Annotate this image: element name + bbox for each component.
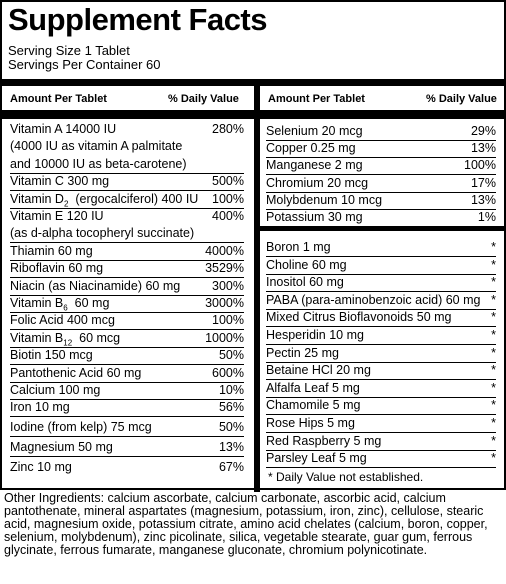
nutrient-daily-value: * xyxy=(491,433,496,448)
nutrient-row xyxy=(10,312,244,330)
nutrient-row xyxy=(10,365,244,383)
nutrient-name xyxy=(266,327,364,344)
nutrient-row xyxy=(10,121,244,138)
nutrient-name xyxy=(10,419,152,436)
nutrient-name-text: Potassium 30 mg xyxy=(266,210,363,224)
nutrient-name xyxy=(266,140,356,157)
nutrient-row xyxy=(10,382,244,400)
nutrient-name-text: Vitamin E 120 IU xyxy=(10,209,104,223)
nutrient-row xyxy=(266,157,496,175)
nutrient-name xyxy=(10,138,182,155)
nutrient-name-text: Calcium 100 mg xyxy=(10,383,101,397)
nutrient-name xyxy=(10,330,120,347)
nutrient-daily-value: 13% xyxy=(470,192,496,207)
nutrient-name-text: Molybdenum 10 mcg xyxy=(266,192,383,207)
nutrient-row xyxy=(266,257,496,275)
nutrient-name xyxy=(10,382,100,399)
nutrient-name xyxy=(10,365,141,382)
nutrient-name xyxy=(10,156,187,173)
nutrient-row xyxy=(266,209,496,226)
nutrient-row xyxy=(266,309,496,327)
nutrient-name-text: Choline 60 mg xyxy=(266,257,347,272)
nutrient-daily-value: 29% xyxy=(470,124,496,138)
nutrient-name-text: Folic Acid 400 mcg xyxy=(10,313,115,328)
nutrient-name-text: Mixed Citrus Bioflavonoids 50 mg xyxy=(266,310,452,325)
nutrient-name-text: Vitamin D xyxy=(10,191,64,206)
nutrient-name-text: Vitamin A 14000 IU xyxy=(10,122,117,136)
nutrient-name-text: Parsley Leaf 5 mg xyxy=(266,451,367,466)
nutrient-row xyxy=(266,292,496,310)
nutrient-row xyxy=(266,327,496,345)
nutrient-name-text: Inositol 60 mg xyxy=(266,275,344,290)
nutrient-daily-value: 3529% xyxy=(205,261,244,276)
nutrient-name xyxy=(266,397,360,414)
nutrient-daily-value: * xyxy=(491,416,496,430)
nutrient-subscript: 6 xyxy=(63,303,68,313)
nutrient-row xyxy=(10,208,244,225)
nutrient-row xyxy=(10,459,244,476)
nutrient-daily-value: 3000% xyxy=(205,296,244,310)
nutrient-daily-value: * xyxy=(491,451,496,466)
right-group-divider xyxy=(260,226,506,231)
nutrient-name xyxy=(266,257,347,274)
nutrient-row xyxy=(10,225,244,243)
nutrient-daily-value: 1000% xyxy=(205,330,244,345)
nutrient-name-text: Chamomile 5 mg xyxy=(266,398,361,413)
nutrient-daily-value: 600% xyxy=(212,365,244,380)
nutrient-name-text: Riboflavin 60 mg xyxy=(10,261,104,276)
footnote: * Daily Value not established. xyxy=(268,470,424,484)
nutrient-daily-value: 50% xyxy=(218,348,244,363)
nutrient-name xyxy=(266,415,355,432)
nutrient-daily-value: 280% xyxy=(212,122,244,136)
nutrient-row xyxy=(266,433,496,451)
nutrient-name-text: Magnesium 50 mg xyxy=(10,440,113,455)
nutrient-row xyxy=(266,362,496,380)
nutrient-daily-value: 10% xyxy=(218,383,244,397)
nutrient-row xyxy=(266,380,496,398)
nutrient-name xyxy=(266,175,368,192)
nutrient-row xyxy=(10,399,244,417)
nutrient-daily-value: * xyxy=(491,345,496,360)
nutrient-name xyxy=(266,309,452,326)
nutrient-name-text: Iodine (from kelp) 75 mcg xyxy=(10,420,152,435)
nutrient-name xyxy=(266,292,480,309)
nutrient-name xyxy=(10,260,103,277)
nutrient-row xyxy=(10,295,244,313)
nutrient-name-text: Chromium 20 mcg xyxy=(266,175,369,190)
header-thick-rule xyxy=(2,79,504,86)
nutrient-daily-value: * xyxy=(491,292,496,307)
nutrient-name xyxy=(10,312,115,329)
nutrient-name xyxy=(266,433,381,450)
nutrient-daily-value: * xyxy=(491,310,496,325)
nutrient-row xyxy=(266,450,496,468)
nutrient-name xyxy=(10,225,194,242)
nutrient-daily-value: * xyxy=(491,380,496,395)
servings-per-container: Servings Per Container 60 xyxy=(8,57,161,72)
nutrient-name-text: Pantothenic Acid 60 mg xyxy=(10,365,142,380)
nutrient-row xyxy=(10,260,244,278)
nutrient-name-text: PABA (para-aminobenzoic acid) 60 mg xyxy=(266,292,481,307)
nutrient-row xyxy=(10,278,244,296)
nutrient-row xyxy=(10,243,244,261)
nutrient-name xyxy=(10,459,72,476)
nutrient-row xyxy=(10,330,244,348)
other-ingredients: Other Ingredients: calcium ascorbate, calcium carbonate, ascorbic acid, calcium pantothenate, mineral aspartates (magnesium, potassium, iron, zinc), cellulose, stearic acid, magnesium oxide, potassium citrate, amino acid chelates (calcium, boron, copper, selenium, molybdenum), zinc picolinate, silica, vegetable stearate, guar gum, ferrous glycinate, ferrous fumarate, manganese gluconate, chromium polynicotinate. xyxy=(4,491,488,557)
nutrient-name-text: Manganese 2 mg xyxy=(266,158,363,173)
nutrient-daily-value: * xyxy=(491,363,496,378)
nutrient-name xyxy=(266,345,339,362)
nutrient-daily-value: 300% xyxy=(212,278,244,293)
left-header-bottom-rule xyxy=(2,110,254,119)
nutrient-name-text: Biotin 150 mcg xyxy=(10,348,93,363)
nutrient-name xyxy=(266,192,382,209)
nutrient-name-text: Alfalfa Leaf 5 mg xyxy=(266,380,360,395)
nutrient-subscript: 2 xyxy=(63,199,69,209)
nutrient-name-text: Copper 0.25 mg xyxy=(266,141,356,156)
nutrient-name-text: (4000 IU as vitamin A palmitate xyxy=(10,139,183,154)
nutrient-name-text: Rose Hips 5 mg xyxy=(266,416,355,430)
nutrient-daily-value: 67% xyxy=(218,460,244,475)
nutrient-daily-value: 400% xyxy=(212,209,244,223)
nutrient-name xyxy=(10,295,109,312)
nutrient-name xyxy=(10,399,70,416)
nutrient-name-text: Hesperidin 10 mg xyxy=(266,328,364,342)
nutrient-name-text: Zinc 10 mg xyxy=(10,460,72,475)
nutrient-name-text: Thiamin 60 mg xyxy=(10,243,93,258)
nutrient-row xyxy=(10,138,244,155)
nutrient-name xyxy=(10,347,93,364)
column-divider xyxy=(254,86,260,492)
nutrient-row xyxy=(10,419,244,437)
nutrient-row xyxy=(10,347,244,365)
nutrient-name-text-cont: 60 mg xyxy=(67,296,110,310)
nutrient-name-text: Vitamin B xyxy=(10,330,64,345)
nutrient-name xyxy=(266,362,371,379)
nutrient-name xyxy=(266,380,360,397)
nutrient-name-text: Selenium 20 mcg xyxy=(266,124,363,138)
nutrient-name xyxy=(10,278,180,295)
nutrient-row xyxy=(266,274,496,292)
nutrient-daily-value: 100% xyxy=(212,313,244,328)
nutrient-row xyxy=(266,123,496,141)
nutrient-name xyxy=(10,208,104,225)
nutrient-name xyxy=(266,123,363,140)
nutrient-row xyxy=(10,439,244,457)
nutrient-name xyxy=(10,121,116,138)
nutrient-row xyxy=(10,173,244,191)
right-header-bottom-rule xyxy=(260,110,506,119)
nutrient-row xyxy=(266,239,496,257)
nutrient-daily-value: 56% xyxy=(218,400,244,415)
nutrient-row xyxy=(266,192,496,210)
nutrient-name xyxy=(10,243,93,260)
nutrient-name-text: Vitamin C 300 mg xyxy=(10,174,110,189)
nutrient-name xyxy=(266,157,363,174)
nutrient-daily-value: 100% xyxy=(212,191,244,206)
serving-size: Serving Size 1 Tablet xyxy=(8,43,130,58)
nutrient-name xyxy=(10,191,198,208)
nutrient-row xyxy=(266,175,496,193)
nutrient-name-text-cont: 60 mcg xyxy=(72,330,121,345)
left-header-amount: Amount Per Tablet xyxy=(10,93,107,105)
nutrient-name-text: Betaine HCl 20 mg xyxy=(266,363,371,378)
nutrient-row xyxy=(266,345,496,363)
nutrient-name xyxy=(266,450,367,467)
right-header-dv: % Daily Value xyxy=(426,93,497,105)
nutrient-row xyxy=(10,191,244,209)
nutrient-name-text: and 10000 IU as beta-carotene) xyxy=(10,156,187,171)
nutrient-daily-value: * xyxy=(491,398,496,413)
nutrient-name-text-cont: (ergocalciferol) 400 IU xyxy=(68,191,199,206)
nutrient-name-text: (as d-alpha tocopheryl succinate) xyxy=(10,226,195,241)
nutrient-name xyxy=(10,173,109,190)
right-header-amount: Amount Per Tablet xyxy=(268,93,365,105)
nutrient-name-text: Pectin 25 mg xyxy=(266,345,339,360)
nutrient-daily-value: * xyxy=(491,328,496,342)
nutrient-name-text: Vitamin B xyxy=(10,296,64,310)
nutrient-name xyxy=(266,209,363,226)
nutrient-name-text: Boron 1 mg xyxy=(266,240,331,254)
nutrient-name xyxy=(266,274,344,291)
nutrient-daily-value: 13% xyxy=(470,141,496,156)
nutrient-daily-value: 4000% xyxy=(205,243,244,258)
nutrient-daily-value: * xyxy=(491,275,496,290)
nutrient-daily-value: 1% xyxy=(477,210,496,224)
nutrient-row xyxy=(266,140,496,158)
panel-title: Supplement Facts xyxy=(8,2,267,37)
nutrient-daily-value: * xyxy=(491,257,496,272)
nutrient-daily-value: 13% xyxy=(218,440,244,455)
nutrient-row xyxy=(10,156,244,174)
nutrient-name-text: Red Raspberry 5 mg xyxy=(266,433,382,448)
nutrient-daily-value: 50% xyxy=(218,420,244,435)
nutrient-daily-value: 17% xyxy=(470,175,496,190)
nutrient-row xyxy=(266,397,496,415)
nutrient-daily-value: 100% xyxy=(464,158,496,173)
nutrient-name-text: Iron 10 mg xyxy=(10,400,70,415)
nutrient-daily-value: 500% xyxy=(212,174,244,189)
nutrient-row xyxy=(266,415,496,433)
nutrient-name xyxy=(10,439,113,456)
nutrient-name-text: Niacin (as Niacinamide) 60 mg xyxy=(10,278,181,293)
nutrient-name xyxy=(266,239,331,256)
left-header-dv: % Daily Value xyxy=(168,93,239,105)
nutrient-daily-value: * xyxy=(491,240,496,254)
nutrient-subscript: 12 xyxy=(63,338,73,348)
